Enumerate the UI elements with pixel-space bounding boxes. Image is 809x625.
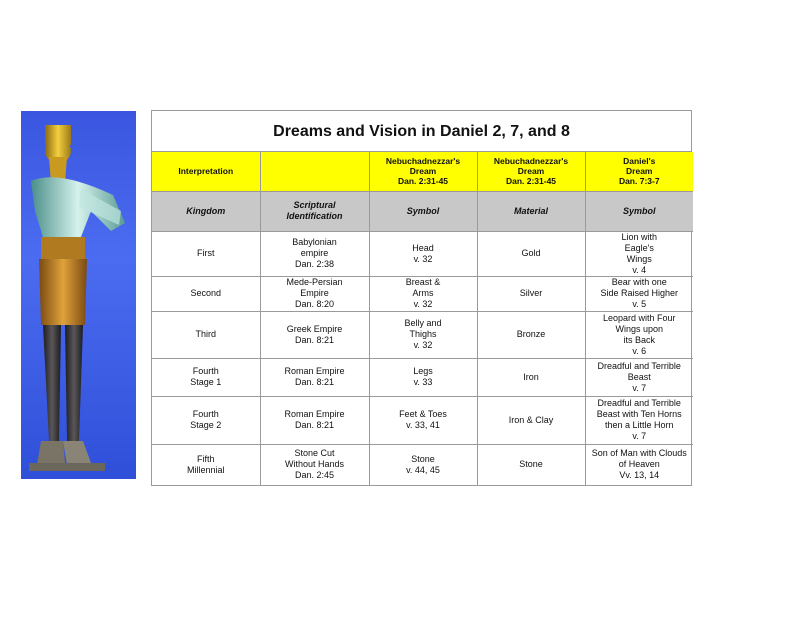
cell-line: Interpretation (178, 166, 234, 177)
cell-line: of Heaven (618, 459, 660, 470)
table-cell (369, 231, 477, 276)
table-cell (477, 396, 585, 444)
cell-line: Mede-Persian (286, 277, 343, 287)
cell-line: Dream (517, 166, 545, 177)
cell-line: Daniel's (623, 156, 656, 167)
cell-line: Material (513, 205, 548, 216)
table-cell (477, 358, 585, 396)
table-cell (585, 396, 693, 444)
cell-line: Dan. 8:21 (294, 377, 335, 387)
cell-line: Lion with (621, 231, 658, 242)
cell-line: Fifth (196, 453, 215, 464)
table-row (152, 231, 693, 276)
table-row (152, 396, 693, 444)
subheader-row (152, 191, 693, 231)
table-cell (585, 276, 693, 311)
table-cell (152, 276, 260, 311)
dreams-table (152, 152, 693, 485)
cell-line: Dan. 2:31-45 (505, 176, 557, 187)
cell-line: Symbol (406, 205, 440, 216)
daniel-table-card (151, 110, 692, 486)
table-cell (260, 311, 369, 358)
cell-line: v. 32 (413, 340, 433, 350)
table-cell (369, 444, 477, 485)
cell-line: Bronze (516, 329, 546, 339)
cell-line: Fourth (192, 366, 219, 376)
cell-line: Leopard with Four (602, 312, 676, 323)
cell-line: v. 7 (632, 382, 647, 393)
cell-line: Greek Empire (286, 323, 343, 334)
cell-line: v. 5 (632, 299, 647, 309)
cell-line: v. 32 (413, 253, 433, 264)
cell-line: Beast with Ten Horns (596, 409, 682, 419)
cell-line: Dan. 8:20 (294, 299, 335, 309)
table-cell (477, 311, 585, 358)
cell-line: Empire (300, 288, 329, 298)
table-cell (369, 276, 477, 311)
header-row (152, 152, 693, 191)
cell-line: Stage 2 (190, 420, 222, 430)
cell-line: Symbol (622, 205, 656, 216)
table-cell (369, 396, 477, 444)
cell-line: its Back (623, 334, 655, 345)
cell-line: Roman Empire (284, 366, 345, 376)
table-cell (260, 396, 369, 444)
table-cell (477, 191, 585, 231)
table-cell (260, 191, 369, 231)
cell-line: Legs (413, 366, 433, 376)
cell-line: Silver (519, 288, 543, 298)
statue-image (21, 111, 136, 479)
cell-line: Iron (523, 371, 539, 382)
table-cell (477, 152, 585, 191)
cell-line: v. 33, 41 (406, 420, 440, 430)
table-cell (260, 152, 369, 191)
cell-line: Eagle's (624, 242, 654, 253)
table-cell (260, 358, 369, 396)
cell-line: Iron & Clay (508, 414, 554, 425)
cell-line: Dreadful and Terrible (597, 360, 681, 371)
cell-line: Fourth (192, 409, 219, 419)
table-row (152, 358, 693, 396)
cell-line: Gold (521, 248, 541, 258)
cell-line: Breast & (405, 277, 441, 287)
table-cell (152, 358, 260, 396)
cell-line: Scriptural (293, 200, 336, 210)
table-cell (260, 444, 369, 485)
table-cell (369, 358, 477, 396)
cell-line: v. 44, 45 (406, 464, 440, 475)
table-row (152, 311, 693, 358)
cell-line: v. 6 (632, 345, 647, 356)
cell-line: Feet & Toes (399, 409, 447, 419)
cell-line: Head (412, 242, 434, 253)
cell-line: Stage 1 (190, 377, 222, 387)
statue-figure (21, 111, 136, 479)
cell-line: v. 7 (632, 431, 647, 441)
table-cell (477, 276, 585, 311)
cell-line: Dan. 8:21 (294, 334, 335, 345)
cell-line: Stone (411, 453, 435, 464)
cell-line: Roman Empire (284, 409, 345, 419)
table-cell (585, 444, 693, 485)
table-cell (369, 311, 477, 358)
cell-line: Stone Cut (294, 448, 335, 459)
cell-line: Stone (519, 459, 543, 470)
table-cell (152, 396, 260, 444)
cell-line: Identification (286, 211, 343, 221)
cell-line: Arms (412, 288, 434, 298)
cell-line: Thighs (409, 329, 437, 339)
cell-line: Vv. 13, 14 (619, 470, 660, 481)
table-cell (152, 311, 260, 358)
cell-line: Without Hands (284, 459, 345, 470)
cell-line: Dan. 2:38 (294, 259, 335, 269)
table-cell (585, 152, 693, 191)
cell-line: Son of Man with Clouds (591, 448, 687, 459)
table-cell (585, 191, 693, 231)
cell-line: Bear with one (611, 277, 667, 287)
cell-line: Third (195, 329, 216, 339)
table-cell (260, 276, 369, 311)
cell-line: Dan. 2:45 (294, 470, 335, 481)
cell-line: v. 4 (632, 264, 647, 275)
cell-line: Dream (626, 166, 653, 177)
cell-line: Beast (627, 371, 651, 382)
cell-line: Dan. 7:3-7 (618, 176, 660, 187)
cell-line: Dream (409, 166, 437, 177)
table-title: Dreams and Vision in Daniel 2, 7, and 8 (152, 111, 691, 152)
cell-line: Nebuchadnezzar's (385, 156, 461, 167)
cell-line: Babylonian (292, 237, 337, 247)
cell-line: Kingdom (186, 205, 226, 216)
table-cell (369, 152, 477, 191)
cell-line: Millennial (186, 464, 225, 475)
cell-line: First (197, 248, 215, 258)
table-cell (152, 152, 260, 191)
table-cell (152, 444, 260, 485)
cell-line: empire (300, 248, 329, 258)
table-cell (585, 231, 693, 276)
table-cell (152, 191, 260, 231)
table-row (152, 276, 693, 311)
cell-line: Dan. 8:21 (294, 420, 335, 430)
table-cell (477, 231, 585, 276)
cell-line: Belly and (404, 318, 442, 328)
cell-line: v. 33 (413, 377, 433, 387)
cell-line: then a Little Horn (604, 420, 674, 430)
table-row (152, 444, 693, 485)
cell-line: Second (190, 288, 222, 298)
cell-line: Nebuchadnezzar's (493, 156, 569, 167)
table-cell (260, 231, 369, 276)
table-cell (477, 444, 585, 485)
cell-line: Dan. 2:31-45 (397, 176, 449, 187)
cell-line: Wings upon (615, 323, 664, 334)
table-cell (585, 311, 693, 358)
table-cell (152, 231, 260, 276)
table-cell (369, 191, 477, 231)
cell-line: Side Raised Higher (600, 288, 679, 298)
table-cell (585, 358, 693, 396)
cell-line: Wings (626, 253, 652, 264)
cell-line: Dreadful and Terrible (597, 398, 681, 408)
cell-line: v. 32 (413, 299, 433, 309)
